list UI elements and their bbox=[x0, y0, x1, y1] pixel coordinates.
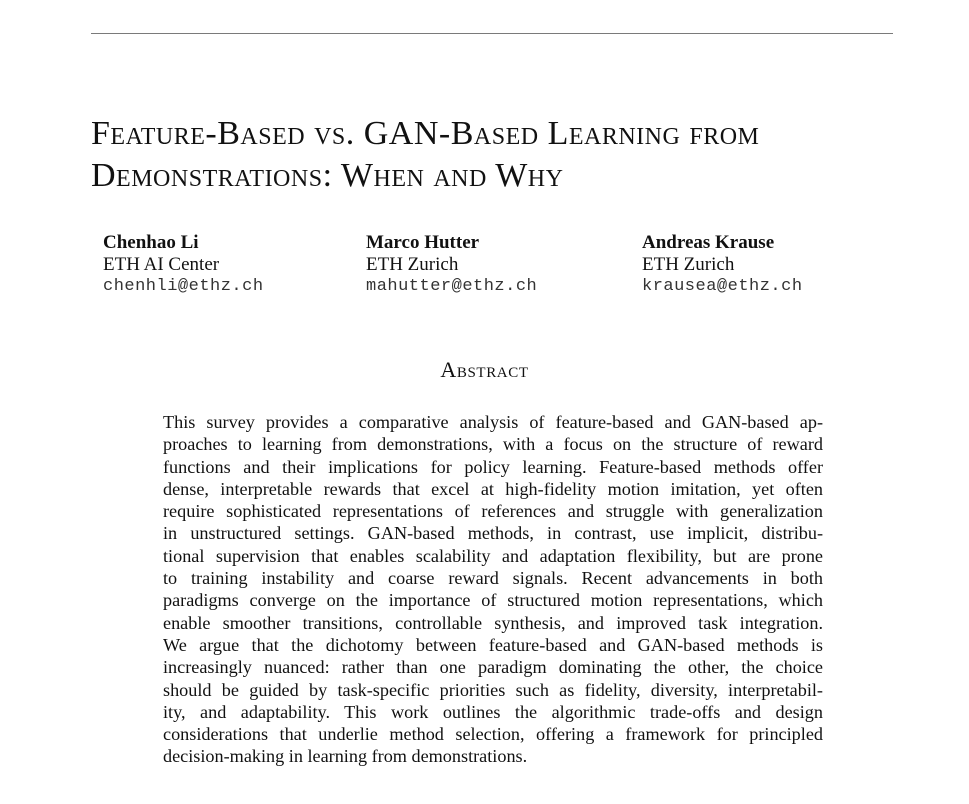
header-rule bbox=[91, 33, 893, 34]
abstract-line: functions and their implications for policy learning. Feature-based methods offer bbox=[163, 456, 823, 477]
abstract-line: proaches to learning from demonstrations, with a focus on the structure of reward bbox=[163, 434, 823, 455]
abstract-line: decision-making in learning from demonstrations. bbox=[163, 746, 528, 767]
abstract-heading: Abstract bbox=[440, 357, 529, 382]
author-email: mahutter@ethz.ch bbox=[366, 277, 538, 296]
abstract-line: paradigms converge on the importance of structured motion representations, which bbox=[163, 590, 823, 611]
author-block-2 bbox=[366, 232, 537, 298]
abstract-line: require sophisticated representations of references and struggle with generalization bbox=[163, 501, 823, 522]
abstract-line: This survey provides a comparative analysis of feature-based and GAN-based ap- bbox=[163, 412, 823, 432]
abstract-line: We argue that the dichotomy between feature-based and GAN-based methods is bbox=[163, 634, 823, 655]
author-affiliation: ETH Zurich bbox=[642, 254, 735, 275]
title-line-1: Feature-Based vs. GAN-Based Learning from bbox=[91, 115, 760, 152]
abstract-line: ity, and adaptability. This work outlines the algorithmic trade-offs and design bbox=[163, 701, 823, 722]
abstract-body bbox=[163, 411, 823, 768]
abstract-line: in unstructured settings. GAN-based methods, in contrast, use implicit, distribu- bbox=[163, 523, 823, 544]
author-affiliation: ETH AI Center bbox=[103, 254, 220, 275]
abstract-line: increasingly nuanced: rather than one paradigm dominating the other, the choice bbox=[163, 657, 823, 678]
author-name: Marco Hutter bbox=[366, 232, 480, 253]
author-email: krausea@ethz.ch bbox=[642, 277, 803, 296]
author-block-3 bbox=[642, 232, 803, 298]
abstract-line: to training instability and coarse reward signals. Recent advancements in both bbox=[163, 568, 823, 589]
abstract-line: dense, interpretable rewards that excel at high-fidelity motion imitation, yet often bbox=[163, 478, 823, 499]
paper-title bbox=[91, 113, 921, 197]
abstract-line: should be guided by task-specific priorities such as fidelity, diversity, interpretabil- bbox=[163, 679, 823, 700]
abstract-line: considerations that underlie method selection, offering a framework for principled bbox=[163, 724, 823, 745]
author-block-1 bbox=[103, 232, 264, 298]
author-email: chenhli@ethz.ch bbox=[103, 277, 264, 296]
author-affiliation: ETH Zurich bbox=[366, 254, 459, 275]
author-name: Andreas Krause bbox=[642, 232, 775, 253]
abstract-line: tional supervision that enables scalability and adaptation flexibility, but are prone bbox=[163, 545, 823, 566]
title-line-2: Demonstrations: When and Why bbox=[91, 157, 564, 194]
author-name: Chenhao Li bbox=[103, 232, 199, 253]
abstract-line: enable smoother transitions, controllable synthesis, and improved task integration. bbox=[163, 612, 823, 633]
